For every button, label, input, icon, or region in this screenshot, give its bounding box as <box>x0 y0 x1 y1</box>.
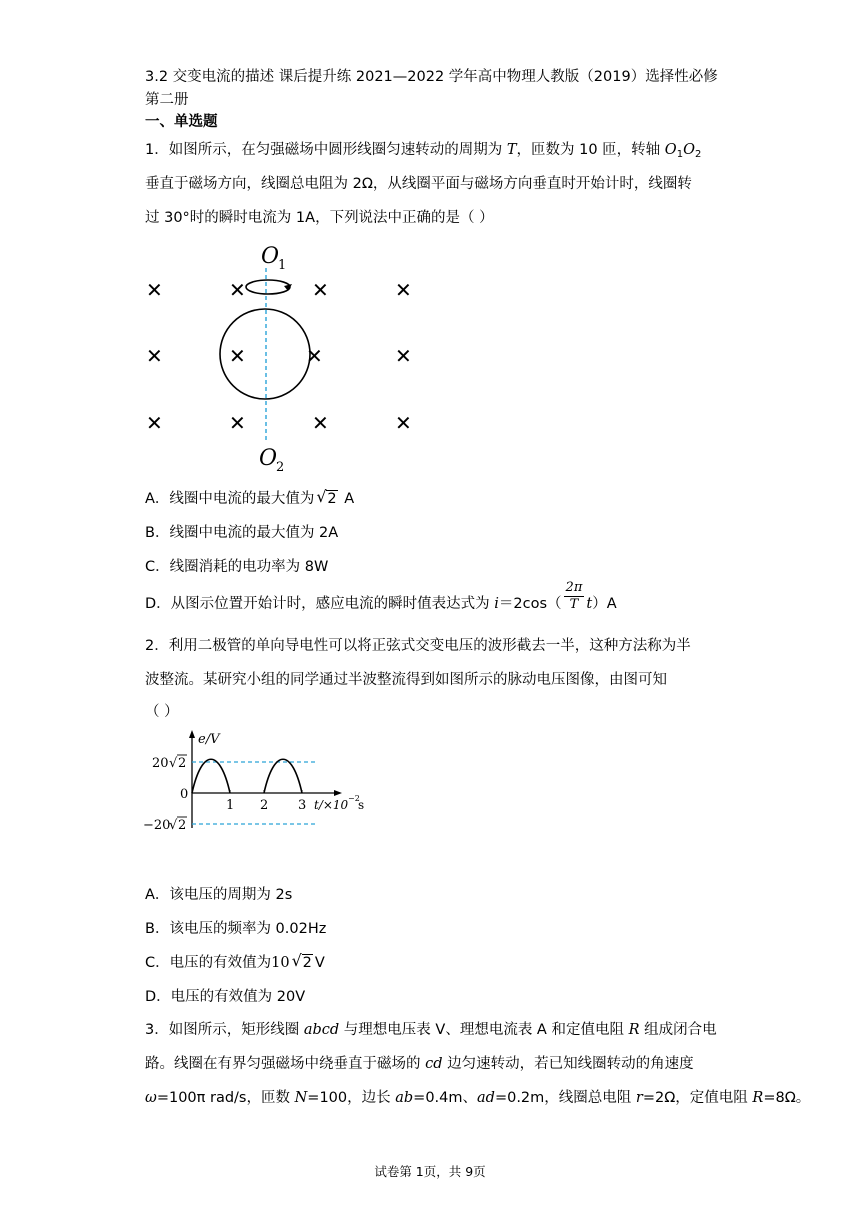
q1-figure-rotating-coil <box>140 240 430 475</box>
q2-line1: 2．利用二极管的单向导电性可以将正弦式交变电压的波形截去一半，这种方法称为半 <box>145 638 691 654</box>
svg-text:√: √ <box>169 818 178 833</box>
field-cross: ✕ <box>146 344 163 368</box>
field-cross: ✕ <box>395 411 412 435</box>
fig-o1-label: O <box>261 244 280 269</box>
q1-option-a: A．线圈中电流的最大值为 √ 2 A <box>145 487 355 507</box>
hump-1 <box>192 759 230 793</box>
field-cross: ✕ <box>146 411 163 435</box>
y-tick-top: 20 <box>152 756 169 771</box>
x-tick-3: 3 <box>298 798 307 813</box>
svg-text:√: √ <box>169 756 178 771</box>
field-cross: ✕ <box>306 344 323 368</box>
section-heading: 一、单选题 <box>145 114 218 130</box>
rotation-arrowhead <box>284 284 292 291</box>
field-cross: ✕ <box>146 278 163 302</box>
y-tick-bottom: −20 <box>143 818 171 833</box>
q2-line3: （ ） <box>145 704 179 720</box>
field-cross: ✕ <box>395 278 412 302</box>
y-tick-zero: 0 <box>180 787 189 802</box>
field-cross: ✕ <box>229 344 246 368</box>
y-tick-top-rad: 2 <box>178 756 187 771</box>
q2-option-d: D．电压的有效值为 20V <box>145 989 306 1005</box>
field-cross: ✕ <box>395 344 412 368</box>
q1-line1: 1．如图所示，在匀强磁场中圆形线圈匀速转动的周期为 T，匝数为 10 匝，转轴 $O_1O_2$ <box>145 142 702 160</box>
field-cross: ✕ <box>312 411 329 435</box>
q1-option-b: B．线圈中电流的最大值为 2A <box>145 525 339 541</box>
field-cross: ✕ <box>312 278 329 302</box>
x-tick-2: 2 <box>260 798 269 813</box>
q2-line2: 波整流。某研究小组的同学通过半波整流得到如图所示的脉动电压图像，由图可知 <box>145 672 667 688</box>
q1-option-d: D．从图示位置开始计时，感应电流的瞬时值表达式为 i＝2cos（ $\frac{2\pi}{T}$ t）A <box>145 579 617 612</box>
x-axis-unit: s <box>358 798 365 812</box>
q3-line1: 3．如图所示，矩形线圈 abcd 与理想电压表 V、理想电流表 A 和定值电阻 R 组成闭合电 <box>145 1022 717 1038</box>
page-footer: 试卷第 1页，共 9页 <box>374 1164 486 1179</box>
fig-o2-sub: 2 <box>276 460 285 475</box>
q2-figure-pulse-voltage <box>140 728 380 838</box>
q1-line2: 垂直于磁场方向，线圈总电阻为 2Ω，从线圈平面与磁场方向垂直时开始计时，线圈转 <box>145 176 692 192</box>
q3-line3: ω=100π rad/s，匝数 N=100，边长 ab=0.4m、ad=0.2m，线圈总电阻 r=2Ω，定值电阻 R=8Ω。 <box>145 1090 811 1106</box>
q1-line3: 过 30°时的瞬时电流为 1A，下列说法中正确的是（ ） <box>145 210 494 226</box>
rotation-arrow <box>246 280 290 294</box>
y-axis-label: e/V <box>198 732 220 747</box>
hump-2 <box>264 759 302 793</box>
x-axis-label: t/×10 <box>314 798 349 812</box>
field-cross: ✕ <box>229 278 246 302</box>
fig-o2-label: O <box>259 446 278 471</box>
q3-line2: 路。线圈在有界匀强磁场中绕垂直于磁场的 cd 边匀速转动，若已知线圈转动的角速度 <box>145 1056 694 1072</box>
x-axis-exp: −2 <box>348 794 360 803</box>
q2-option-c: C．电压的有效值为10 √ 2 V <box>145 951 325 971</box>
q2-option-a: A．该电压的周期为 2s <box>145 887 293 903</box>
fig-o1-sub: 1 <box>278 258 287 273</box>
doc-title-line2: 第二册 <box>145 92 189 108</box>
x-tick-1: 1 <box>226 798 235 813</box>
q1-option-c: C．线圈消耗的电功率为 8W <box>145 559 329 575</box>
y-tick-bottom-rad: 2 <box>178 818 187 833</box>
q2-option-b: B．该电压的频率为 0.02Hz <box>145 921 327 937</box>
doc-title-line1: 3.2 交变电流的描述 课后提升练 2021—2022 学年高中物理人教版（2019）选择性必修 <box>145 69 718 85</box>
field-cross: ✕ <box>229 411 246 435</box>
